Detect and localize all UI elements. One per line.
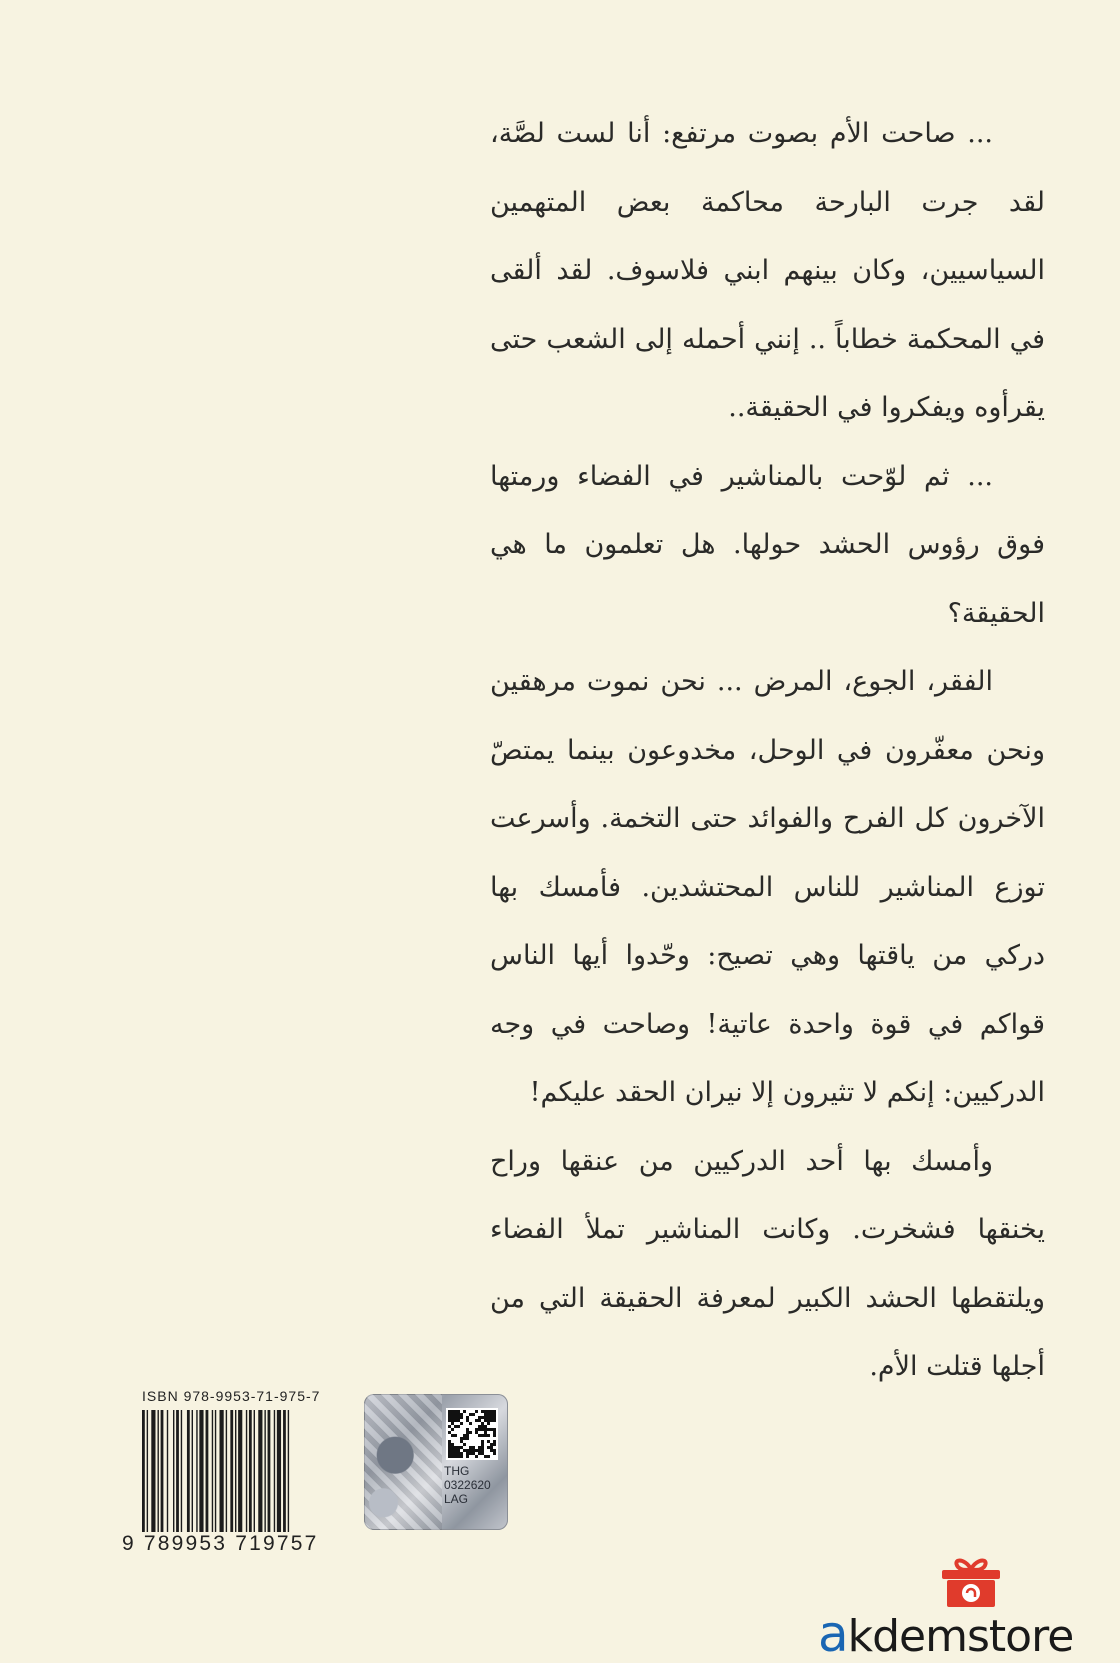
paragraph-3: الفقر، الجوع، المرض ... نحن نموت مرهقين ونحن معفّرون في الوحل، مخدوعون بينما يمتصّ الآخرون كل الفرح والفوائد حتى التخمة. وأسرعت توزع المناشير للناس المحتشدين. فأمسك بها دركي من ياقتها وهي تصيح: وحّدوا أيها الناس قواكم في قوة واحدة عاتية! وصاحت في وجه الدركيين: إنكم لا تثيرون إلا نيران الحقد عليكم!	[490, 666, 1045, 1108]
sticker-code-line-1: THG	[444, 1464, 470, 1478]
barcode-icon	[142, 1410, 332, 1532]
paragraph-1: ... صاحت الأم بصوت مرتفع: أنا لست لصَّة، لقد جرت البارحة محاكمة بعض المتهمين السياسيين، وكان بينهم ابني فلاسوف. لقد ألقى في المحكمة خطاباً .. إنني أحمله إلى الشعب حتى يقرأوه ويفكروا في الحقيقة..	[490, 118, 1045, 423]
sticker-code-line-2: 0322620	[444, 1478, 491, 1492]
isbn-label: ISBN 978-9953-71-975-7	[142, 1388, 321, 1404]
store-logo-name: kdemstore	[847, 1611, 1074, 1662]
paragraph-4: وأمسك بها أحد الدركيين من عنقها وراح يخنقها فشخرت. وكانت المناشير تملأ الفضاء ويلتقطها الحشد الكبير لمعرفة الحقيقة التي من أجلها قتلت الأم.	[490, 1145, 1045, 1382]
store-logo-text	[818, 1605, 1073, 1663]
sticker-code-line-3: LAG	[444, 1492, 469, 1506]
barcode-digits: 9 789953 719757	[122, 1532, 319, 1555]
gift-box-icon	[938, 1555, 1004, 1607]
store-logo-letter: a	[818, 1605, 848, 1663]
hologram-icon	[364, 1394, 442, 1530]
sticker-code	[444, 1464, 491, 1506]
hologram-sticker	[364, 1394, 508, 1530]
qr-code-icon	[446, 1408, 498, 1460]
paragraph-2: ... ثم لوّحت بالمناشير في الفضاء ورمتها فوق رؤوس الحشد حولها. هل تعلمون ما هي الحقيقة؟	[490, 460, 1045, 629]
blurb-text	[490, 100, 1045, 1402]
